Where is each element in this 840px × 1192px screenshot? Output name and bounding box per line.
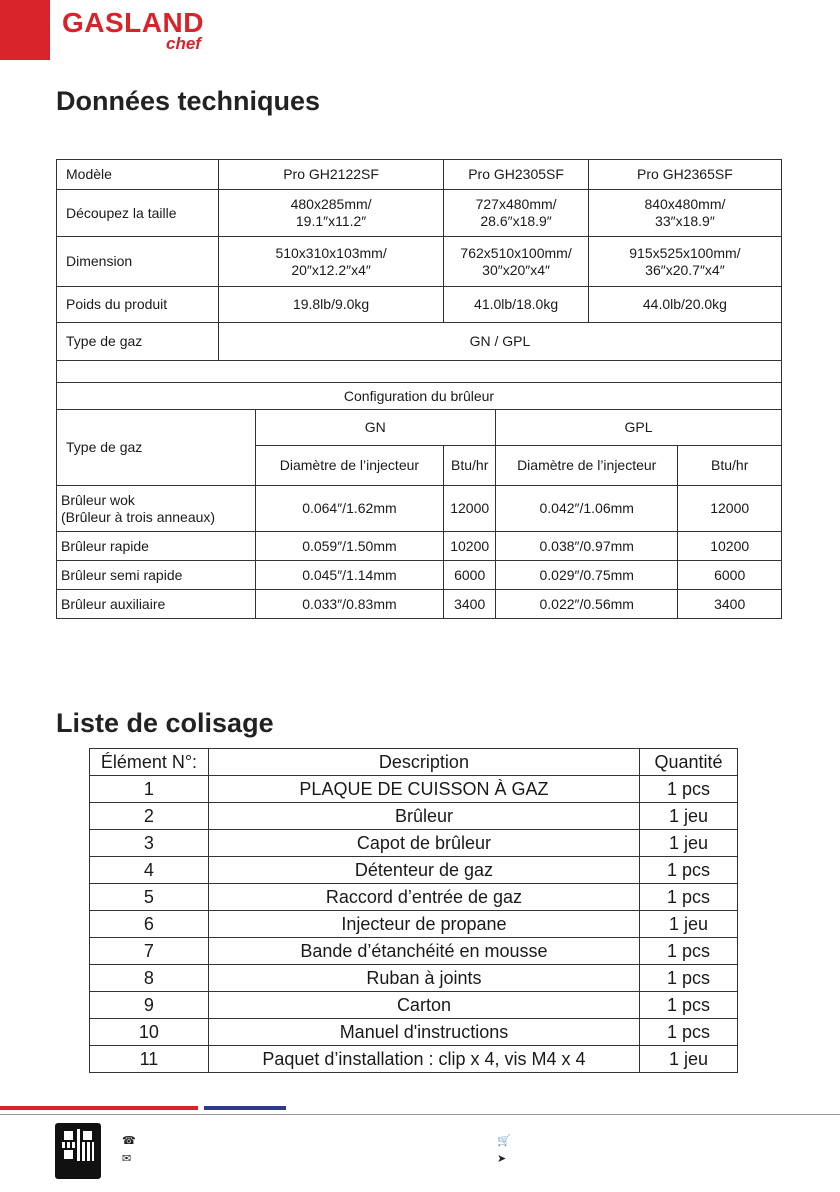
burner-config-title: Configuration du brûleur (57, 383, 782, 410)
item-quantity: 1 pcs (640, 857, 738, 884)
specs-row (57, 237, 782, 287)
gpl-injector: 0.022″/0.56mm (496, 590, 678, 619)
packing-header-item: Élément N°: (90, 749, 209, 776)
item-description: Paquet d’installation : clip x 4, vis M4 x 4 (208, 1046, 639, 1073)
brand-logo (62, 8, 222, 52)
item-quantity: 1 pcs (640, 884, 738, 911)
brand-name: GASLAND (62, 7, 204, 38)
brand-sub: chef (166, 34, 201, 53)
specs-row (57, 287, 782, 323)
burner-label: Brûleur auxiliaire (57, 590, 256, 619)
specs-title: Données techniques (56, 86, 321, 116)
item-description: PLAQUE DE CUISSON À GAZ (208, 776, 639, 803)
item-quantity: 1 pcs (640, 965, 738, 992)
specs-row (57, 190, 782, 237)
item-description: Détenteur de gaz (208, 857, 639, 884)
footer-divider (0, 1114, 840, 1115)
qr-code-icon (55, 1123, 101, 1179)
spacer-row (57, 361, 782, 383)
gn-injector-header: Diamètre de l’injecteur (255, 446, 444, 486)
gpl-btu: 3400 (678, 590, 782, 619)
burner-gas-row (57, 410, 782, 446)
specs-gas-row (57, 323, 782, 361)
item-description: Raccord d’entrée de gaz (208, 884, 639, 911)
burner-row (57, 486, 782, 532)
gn-btu-header: Btu/hr (444, 446, 496, 486)
specs-cell (588, 190, 781, 237)
cell-line: 840x480mm/ (644, 196, 726, 212)
qr-corner (62, 1129, 75, 1142)
qr-corner (81, 1129, 94, 1142)
phone-icon: ☎ (122, 1135, 136, 1147)
specs-header-cell: Pro GH2122SF (218, 160, 443, 190)
gpl-injector: 0.038″/0.97mm (496, 532, 678, 561)
item-description: Carton (208, 992, 639, 1019)
item-quantity: 1 jeu (640, 911, 738, 938)
packing-row (90, 911, 738, 938)
burner-label: Brûleur rapide (57, 532, 256, 561)
item-quantity: 1 pcs (640, 992, 738, 1019)
specs-cell: 41.0lb/18.0kg (444, 287, 589, 323)
packing-row (90, 938, 738, 965)
burner-row (57, 561, 782, 590)
cell-line: 28.6″x18.9″ (480, 213, 552, 229)
item-description: Ruban à joints (208, 965, 639, 992)
item-number: 5 (90, 884, 209, 911)
cell-line: 727x480mm/ (475, 196, 557, 212)
specs-cell: 19.8lb/9.0kg (218, 287, 443, 323)
packing-title: Liste de colisage (56, 708, 274, 738)
gn-injector: 0.059″/1.50mm (255, 532, 444, 561)
packing-row (90, 776, 738, 803)
gn-btu: 10200 (444, 532, 496, 561)
item-quantity: 1 jeu (640, 830, 738, 857)
gn-injector: 0.064″/1.62mm (255, 486, 444, 532)
gpl-btu: 10200 (678, 532, 782, 561)
packing-header-description: Description (208, 749, 639, 776)
packing-table (89, 748, 738, 1073)
specs-header-model: Modèle (57, 160, 219, 190)
item-description: Injecteur de propane (208, 911, 639, 938)
packing-row (90, 803, 738, 830)
packing-row (90, 884, 738, 911)
item-quantity: 1 pcs (640, 938, 738, 965)
footer-accent-red (0, 1106, 198, 1110)
burner-row (57, 590, 782, 619)
cell-line: 19.1″x11.2″ (295, 213, 367, 229)
item-number: 2 (90, 803, 209, 830)
cell-line: 30″x20″x4″ (482, 261, 550, 278)
item-quantity: 1 jeu (640, 803, 738, 830)
item-description: Capot de brûleur (208, 830, 639, 857)
specs-row-label: Découpez la taille (57, 190, 219, 237)
packing-row (90, 830, 738, 857)
gpl-btu-header: Btu/hr (678, 446, 782, 486)
burner-label-line: Brûleur wok (61, 491, 135, 508)
item-number: 4 (90, 857, 209, 884)
burner-row (57, 532, 782, 561)
gn-injector: 0.045″/1.14mm (255, 561, 444, 590)
mail-icon: ✉ (122, 1153, 132, 1165)
burner-gas-label: Type de gaz (57, 410, 256, 486)
gn-header: GN (255, 410, 496, 446)
packing-row (90, 857, 738, 884)
specs-cell: 44.0lb/20.0kg (588, 287, 781, 323)
specs-row-label: Dimension (57, 237, 219, 287)
gpl-injector: 0.029″/0.75mm (496, 561, 678, 590)
gas-type-label: Type de gaz (57, 323, 219, 361)
packing-row (90, 1046, 738, 1073)
item-description: Brûleur (208, 803, 639, 830)
cell-line: 480x285mm/ (290, 196, 372, 212)
item-quantity: 1 pcs (640, 776, 738, 803)
specs-cell (218, 237, 443, 287)
packing-row (90, 1019, 738, 1046)
burner-label (57, 486, 256, 532)
qr-pattern (62, 1129, 94, 1161)
item-number: 8 (90, 965, 209, 992)
location-icon: ➤ (497, 1153, 507, 1165)
burner-label: Brûleur semi rapide (57, 561, 256, 590)
item-description: Manuel d'instructions (208, 1019, 639, 1046)
packing-header-row (90, 749, 738, 776)
item-number: 10 (90, 1019, 209, 1046)
gpl-injector: 0.042″/1.06mm (496, 486, 678, 532)
item-description: Bande d’étanchéité en mousse (208, 938, 639, 965)
specs-cell (218, 190, 443, 237)
cell-line: 510x310x103mm/ (275, 244, 387, 261)
packing-header-quantity: Quantité (640, 749, 738, 776)
specs-header-cell: Pro GH2365SF (588, 160, 781, 190)
item-number: 7 (90, 938, 209, 965)
specs-header-row (57, 160, 782, 190)
gpl-header: GPL (496, 410, 782, 446)
cell-line: 33″x18.9″ (655, 213, 715, 229)
cell-line: 762x510x100mm/ (460, 244, 572, 261)
specs-header-cell: Pro GH2305SF (444, 160, 589, 190)
gn-btu: 12000 (444, 486, 496, 532)
gn-injector: 0.033″/0.83mm (255, 590, 444, 619)
packing-row (90, 965, 738, 992)
specs-table (56, 159, 782, 619)
gpl-btu: 12000 (678, 486, 782, 532)
burner-config-title-row (57, 383, 782, 410)
footer-accent-blue (204, 1106, 286, 1110)
gn-btu: 3400 (444, 590, 496, 619)
item-quantity: 1 pcs (640, 1019, 738, 1046)
gpl-injector-header: Diamètre de l’injecteur (496, 446, 678, 486)
packing-row (90, 992, 738, 1019)
item-number: 6 (90, 911, 209, 938)
specs-cell (588, 237, 781, 287)
item-number: 9 (90, 992, 209, 1019)
brand-tab (0, 0, 50, 60)
cell-line: 915x525x100mm/ (629, 244, 741, 261)
cell-line: 36″x20.7″x4″ (645, 261, 725, 278)
cart-icon: 🛒 (497, 1135, 511, 1147)
gpl-btu: 6000 (678, 561, 782, 590)
qr-corner (62, 1148, 75, 1161)
specs-cell (444, 237, 589, 287)
gn-btu: 6000 (444, 561, 496, 590)
gas-type-value: GN / GPL (218, 323, 781, 361)
cell-line: 20″x12.2″x4″ (291, 261, 371, 278)
specs-row-label: Poids du produit (57, 287, 219, 323)
item-number: 11 (90, 1046, 209, 1073)
item-quantity: 1 jeu (640, 1046, 738, 1073)
item-number: 3 (90, 830, 209, 857)
burner-label-line: (Brûleur à trois anneaux) (61, 508, 216, 525)
item-number: 1 (90, 776, 209, 803)
spacer-cell (57, 361, 782, 383)
specs-cell (444, 190, 589, 237)
